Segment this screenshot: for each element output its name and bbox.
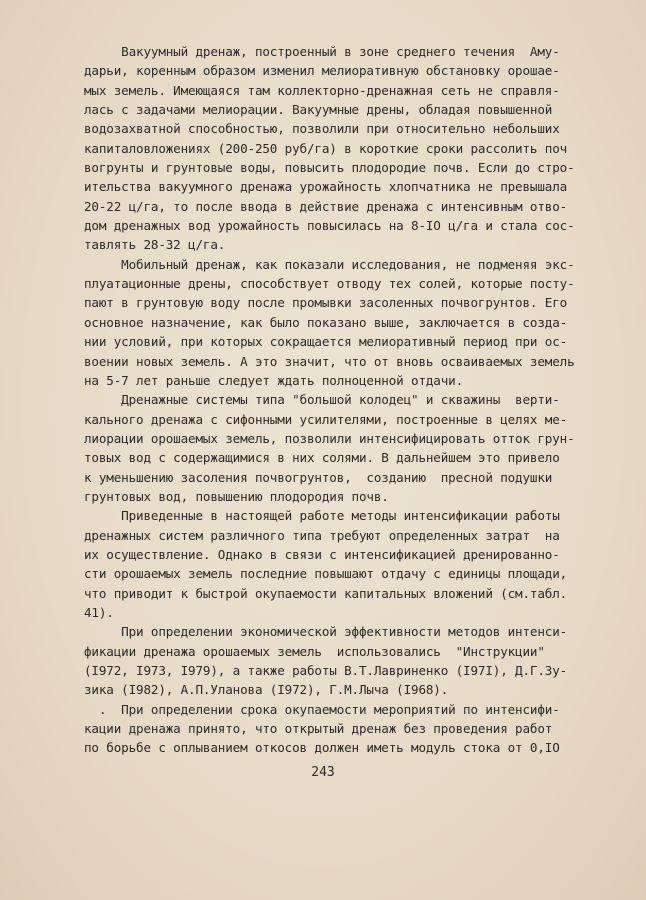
text-line: лиорации орошаемых земель, позволили интенсифицировать отток грун- [84, 430, 575, 446]
text-line: мых земель. Имеющаяся там коллекторно-дренажная сеть не справля- [84, 82, 560, 98]
text-line: на 5-7 лет раньше следует ждать полноценной отдачи. [84, 372, 464, 388]
text-line: Вакуумный дренаж, построенный в зоне среднего течения Аму- [84, 44, 560, 59]
text-line: кального дренажа с сифонными усилителями, построенные в целях ме- [84, 411, 568, 427]
page-number: 243 [311, 765, 335, 780]
text-line: плуатационные дрены, способствует отводу тех солей, которые посту- [84, 276, 575, 292]
text-line: фикации дренажа орошаемых земель использовались "Инструкции" [84, 643, 545, 659]
text-line: 20-22 ц/га, то после ввода в действие дренажа с интенсивным отво- [84, 198, 568, 214]
text-line: лась с задачами мелиорации. Вакуумные дрены, обладая повышенной [84, 102, 553, 118]
text-line: зика (I982), А.П.Уланова (I972), Г.М.Лыча (I968). [84, 682, 449, 698]
text-line: При определении экономической эффективности методов интенси- [84, 624, 568, 640]
text-line: Дренажные системы типа "большой колодец" и скважины верти- [84, 392, 560, 408]
text-line: товых вод с содержащимися в них солями. В дальнейшем это привело [84, 450, 560, 466]
text-line: грунтовых вод, повышению плодородия почв. [84, 488, 389, 504]
text-line: нии условий, при которых сокращается мелиоративный период при ос- [84, 334, 568, 350]
text-line: основное назначение, как было показано выше, заключается в созда- [84, 314, 568, 330]
text-line: по борьбе с оплыванием откосов должен иметь модуль стока от 0,IO [84, 740, 560, 756]
text-line: ительства вакуумного дренажа урожайность хлопчатника не превышала [84, 179, 568, 195]
text-line: . При определении срока окупаемости мероприятий по интенсифи- [84, 701, 560, 717]
text-line: пают в грунтовую воду после промывки засоленных почвогрунтов. Его [84, 295, 568, 311]
text-line: тавлять 28-32 ц/га. [84, 237, 226, 253]
text-line: дренажных систем различного типа требуют определенных затрат на [84, 527, 560, 543]
text-line: дом дренажных вод урожайность повысилась на 8-IO ц/га и стала сос- [84, 218, 575, 234]
body-text [84, 42, 594, 758]
text-line: что приводит к быстрой окупаемости капитальных вложений (см.табл. [84, 585, 568, 601]
text-line: воении новых земель. А это значит, что от вновь осваиваемых земель [84, 353, 575, 369]
text-line: их осуществление. Однако в связи с интенсификацией дренированно- [84, 546, 560, 562]
text-line: к уменьшению засоления почвогрунтов, созданию пресной подушки [84, 469, 553, 485]
text-line: капиталовложениях (200-250 руб/га) в короткие сроки рассолить поч [84, 140, 568, 156]
text-line: Приведенные в настоящей работе методы интенсификации работы [84, 508, 560, 524]
text-line: кации дренажа принято, что открытый дренаж без проведения работ [84, 721, 553, 737]
text-line: водозахватной способностью, позволили при относительно небольших [84, 121, 560, 137]
text-line: дарьи, коренным образом изменил мелиоративную обстановку орошае- [84, 63, 560, 79]
text-line: вогрунты и грунтовые воды, повысить плодородие почв. Если до стро- [84, 160, 575, 176]
text-line: (I972, I973, I979), а также работы В.Т.Лавриненко (I97I), Д.Г.Зу- [84, 663, 568, 678]
text-line: 41). [84, 604, 114, 620]
text-line: Мобильный дренаж, как показали исследования, не подменяя экс- [84, 256, 575, 272]
text-line: сти орошаемых земель последние повышают отдачу с единицы площади, [84, 566, 568, 582]
